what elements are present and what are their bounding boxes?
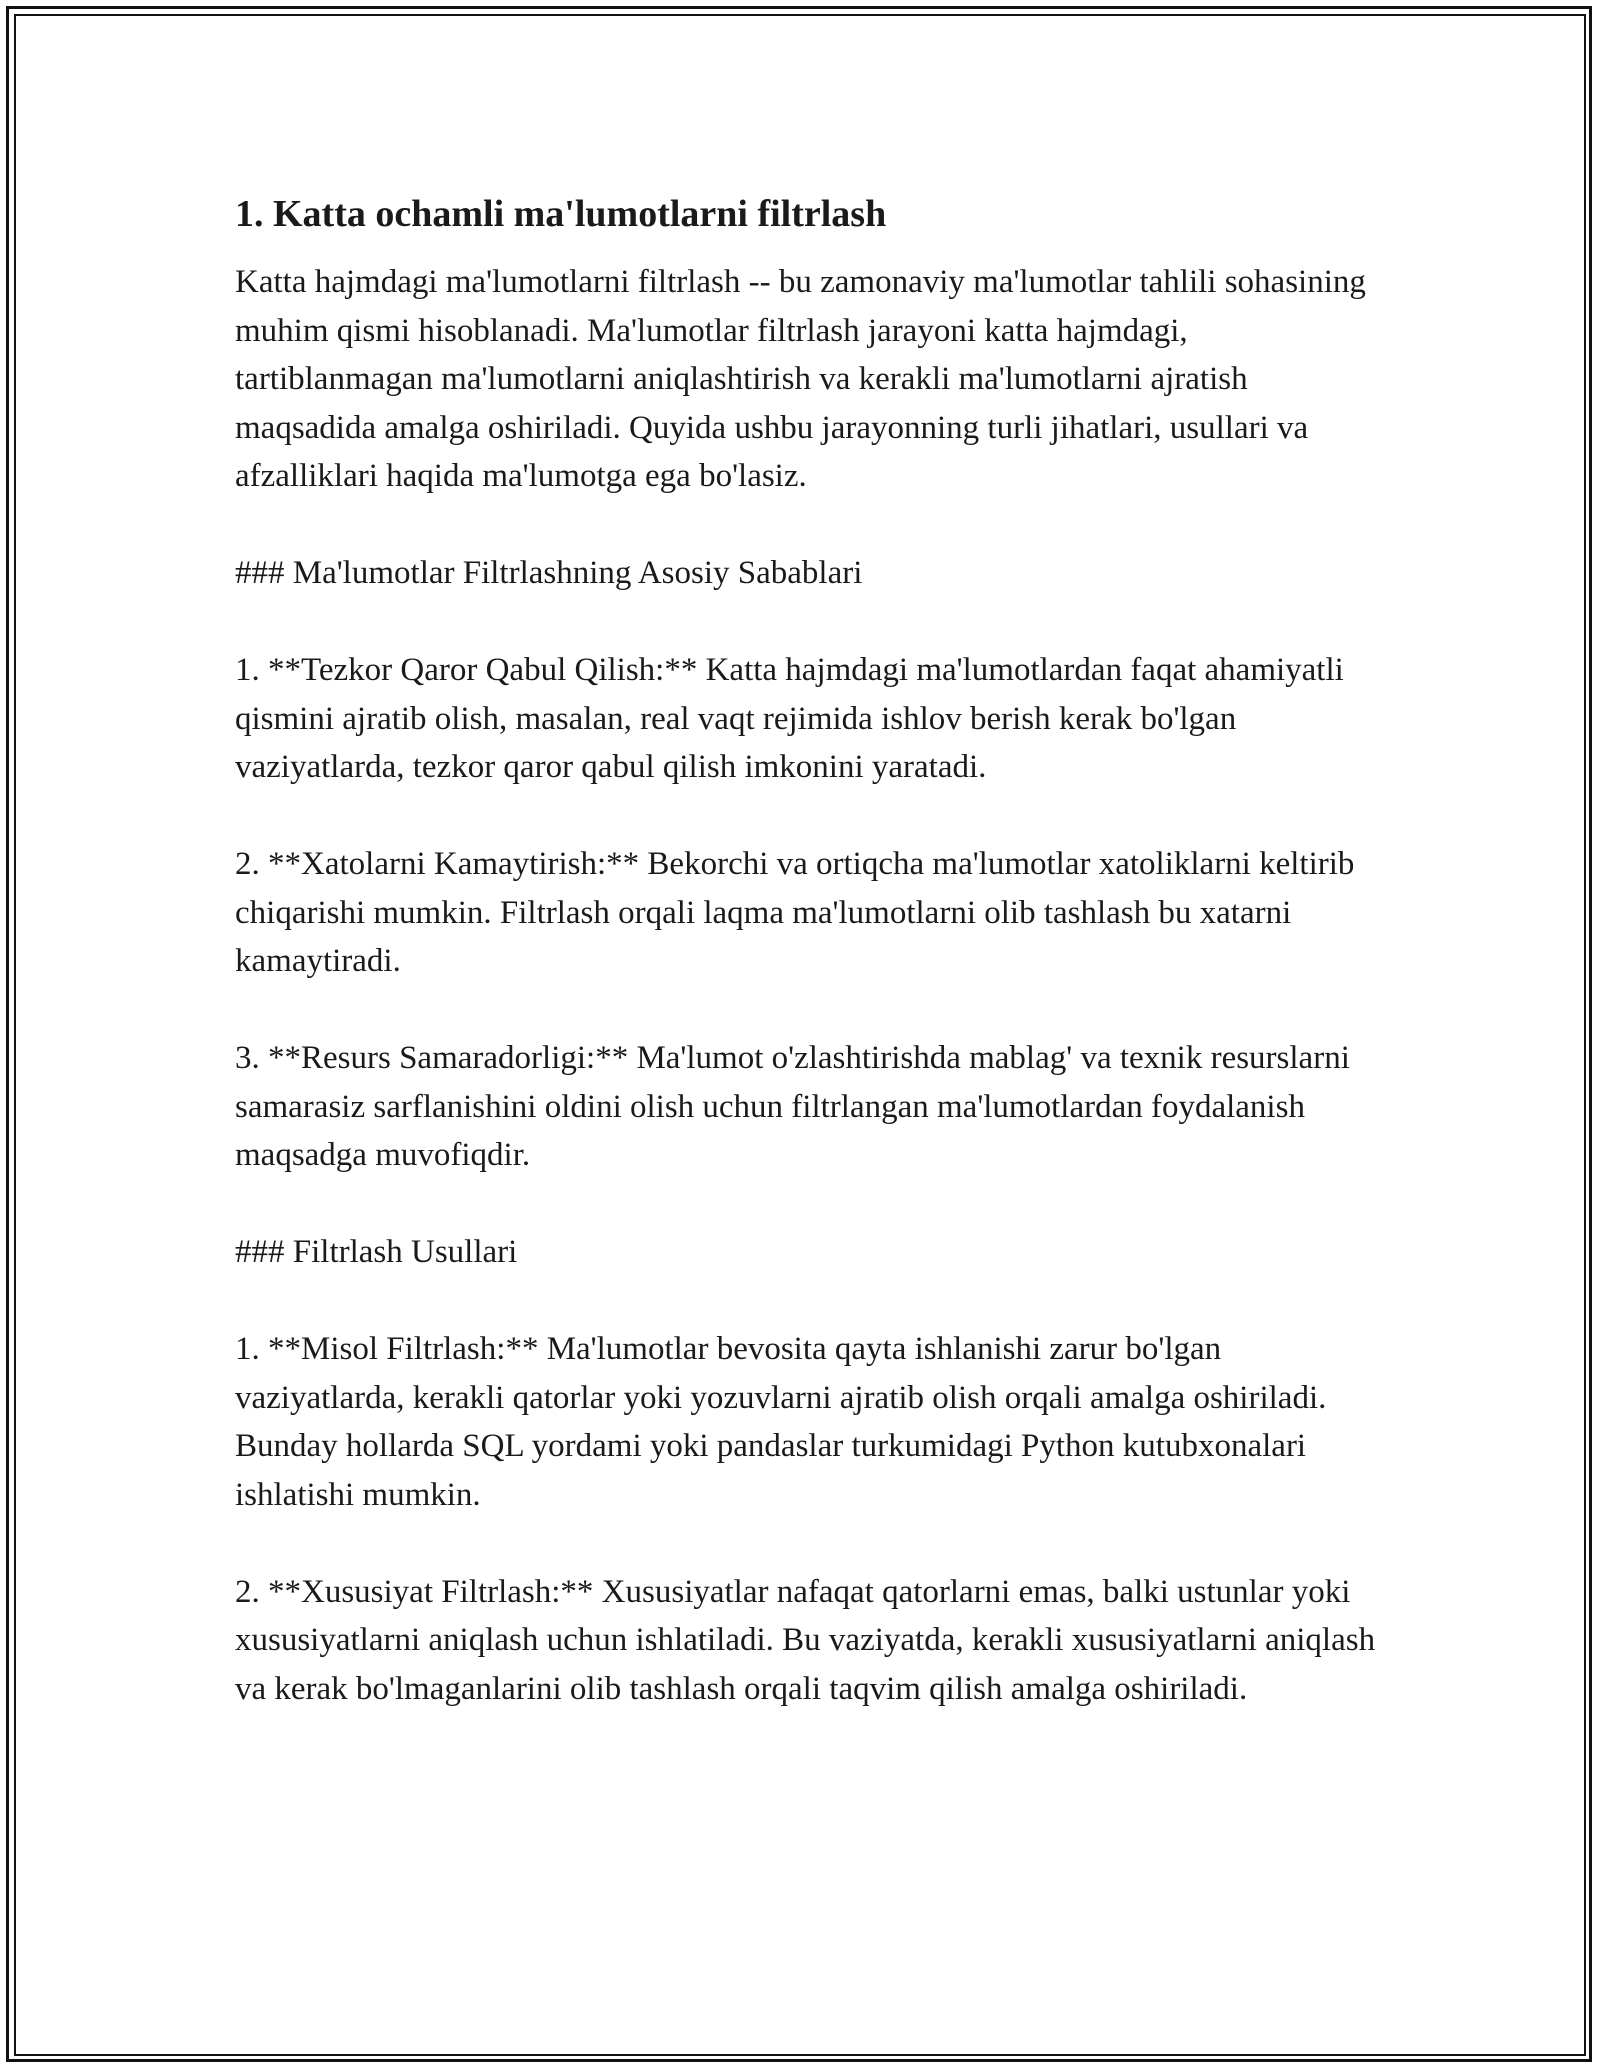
section-heading-methods: ### Filtrlash Usullari xyxy=(235,1234,518,1270)
reason-item-3: 3. **Resurs Samaradorligi:** Ma'lumot o'zlashtirishda mablag' va texnik resurslarni samarasiz sarflanishini oldini olish uchun filtrlangan ma'lumotlardan foydalanish maqsadga muvofiqdir. xyxy=(235,1040,1350,1173)
reason-item-1: 1. **Tezkor Qaror Qabul Qilish:** Katta hajmdagi ma'lumotlardan faqat ahamiyatli qismini ajratib olish, masalan, real vaqt rejimida ishlov berish kerak bo'lgan vaziyatlarda, tezkor qaror qabul qilish imkonini yaratadi. xyxy=(235,652,1344,785)
document-title: 1. Katta ochamli ma'lumotlarni filtrlash xyxy=(235,193,887,235)
section-heading-reasons: ### Ma'lumotlar Filtrlashning Asosiy Sabablari xyxy=(235,555,863,591)
method-item-2: 2. **Xususiyat Filtrlash:** Xususiyatlar nafaqat qatorlarni emas, balki ustunlar yoki xususiyatlarni aniqlash uchun ishlatiladi. Bu vaziyatda, kerakli xususiyatlarni aniqlash va kerak bo'lmaganlarini olib tashlash orqali taqvim qilish amalga oshiriladi. xyxy=(235,1573,1376,1707)
intro-paragraph: Katta hajmdagi ma'lumotlarni filtrlash -- bu zamonaviy ma'lumotlar tahlili sohasining muhim qismi hisoblanadi. Ma'lumotlar filtrlash jarayoni katta hajmdagi, tartiblanmagan ma'lumotlarni aniqlashtirish va kerakli ma'lumotlarni ajratish maqsadida amalga oshiriladi. Quyida ushbu jarayonning turli jihatlari, usullari va afzalliklari haqida ma'lumotga ega bo'lasiz. xyxy=(235,264,1366,494)
document-body xyxy=(235,190,1380,1762)
reason-item-2: 2. **Xatolarni Kamaytirish:** Bekorchi va ortiqcha ma'lumotlar xatoliklarni keltirib chiqarishi mumkin. Filtrlash orqali laqma ma'lumotlarni olib tashlash bu xatarni kamaytiradi. xyxy=(235,846,1355,979)
method-item-1: 1. **Misol Filtrlash:** Ma'lumotlar bevosita qayta ishlanishi zarur bo'lgan vaziyatlarda, kerakli qatorlar yoki yozuvlarni ajratib olish orqali amalga oshiriladi. Bunday hollarda SQL yordami yoki pandaslar turkumidagi Python kutubxonalari ishlatishi mumkin. xyxy=(235,1331,1327,1513)
